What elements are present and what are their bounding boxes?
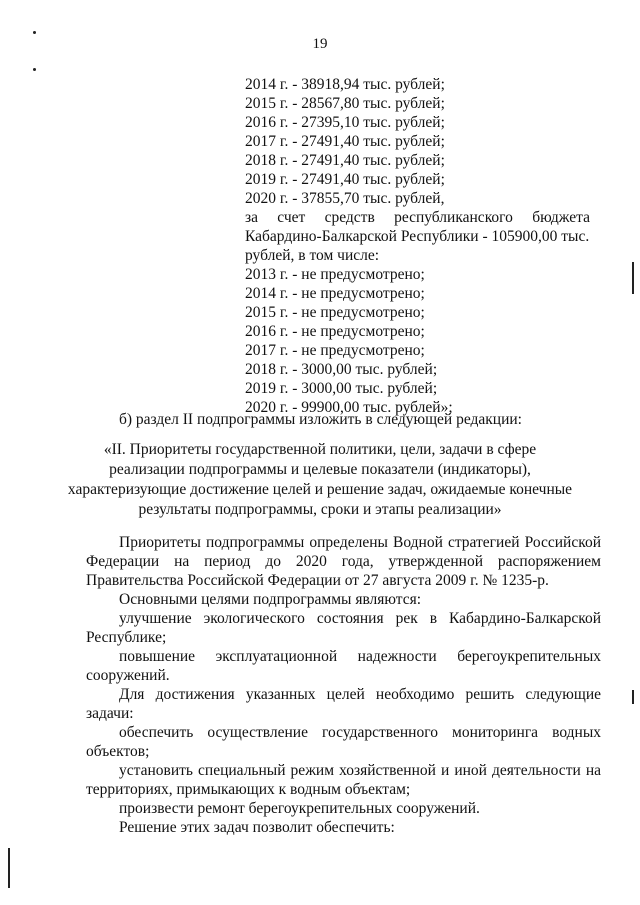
- funding-line: 2020 г. - 99900,00 тыс. рублей»;: [245, 399, 453, 416]
- body-line: объектов;: [86, 743, 150, 760]
- body-line: Для достижения указанных целей необходимо решить следующие: [119, 686, 601, 703]
- body-line: Республике;: [86, 629, 167, 646]
- body-line: повышение эксплуатационной надежности берегоукрепительных: [119, 648, 601, 665]
- funding-line: 2017 г. - 27491,40 тыс. рублей;: [245, 133, 445, 150]
- funding-line: 2017 г. - не предусмотрено;: [245, 342, 425, 359]
- funding-line: 2014 г. - не предусмотрено;: [245, 285, 425, 302]
- funding-line: 2015 г. - не предусмотрено;: [245, 304, 425, 321]
- scan-edge-mark: [632, 262, 634, 294]
- section-heading-line: результаты подпрограммы, сроки и этапы реализации»: [138, 501, 502, 518]
- scan-edge-mark: [632, 690, 634, 704]
- body-line: установить специальный режим хозяйственной и иной деятельности на: [119, 762, 601, 779]
- section-intro: б) раздел II подпрограммы изложить в следующей редакции:: [119, 411, 522, 428]
- body-line: Основными целями подпрограммы являются:: [119, 591, 422, 608]
- funding-line: 2018 г. - 3000,00 тыс. рублей;: [245, 361, 438, 378]
- section-heading-line: характеризующие достижение целей и решение задач, ожидаемые конечные: [67, 481, 573, 498]
- body-line: сооружений.: [86, 667, 170, 684]
- section-heading-line: реализации подпрограммы и целевые показатели (индикаторы),: [109, 461, 531, 478]
- budget-line: Кабардино-Балкарской Республики - 105900,00 тыс.: [245, 228, 590, 245]
- funding-line: 2019 г. - 3000,00 тыс. рублей;: [245, 380, 438, 397]
- scan-edge-mark: [8, 848, 10, 888]
- funding-line: 2016 г. - 27395,10 тыс. рублей;: [245, 114, 445, 131]
- body-line: улучшение экологического состояния рек в Кабардино-Балкарской: [119, 610, 601, 627]
- body-line: Решение этих задач позволит обеспечить:: [119, 819, 395, 836]
- funding-line: 2014 г. - 38918,94 тыс. рублей;: [245, 76, 445, 93]
- body-line: Приоритеты подпрограммы определены Водной стратегией Российской: [119, 534, 601, 551]
- funding-line: 2015 г. - 28567,80 тыс. рублей;: [245, 95, 445, 112]
- section-heading-line: «II. Приоритеты государственной политики, цели, задачи в сфере: [103, 441, 537, 458]
- funding-line: 2016 г. - не предусмотрено;: [245, 323, 425, 340]
- body-line: Федерации на период до 2020 года, утвержденной распоряжением: [86, 553, 601, 570]
- page-number: 19: [312, 36, 328, 52]
- scan-dot: [33, 68, 36, 71]
- scan-dot: [33, 31, 36, 34]
- funding-line: 2018 г. - 27491,40 тыс. рублей;: [245, 152, 445, 169]
- funding-line: 2013 г. - не предусмотрено;: [245, 266, 425, 283]
- body-line: задачи:: [86, 705, 134, 722]
- body-line: территориях, примыкающих к водным объектам;: [86, 781, 411, 798]
- body-line: обеспечить осуществление государственного мониторинга водных: [119, 724, 601, 741]
- body-line: произвести ремонт берегоукрепительных сооружений.: [119, 800, 480, 817]
- body-line: Правительства Российской Федерации от 27 августа 2009 г. № 1235-р.: [86, 572, 549, 589]
- budget-line: за счет средств республиканского бюджета: [245, 209, 590, 226]
- funding-line: 2020 г. - 37855,70 тыс. рублей,: [245, 190, 445, 207]
- funding-line: 2019 г. - 27491,40 тыс. рублей;: [245, 171, 445, 188]
- budget-line: рублей, в том числе:: [245, 247, 380, 264]
